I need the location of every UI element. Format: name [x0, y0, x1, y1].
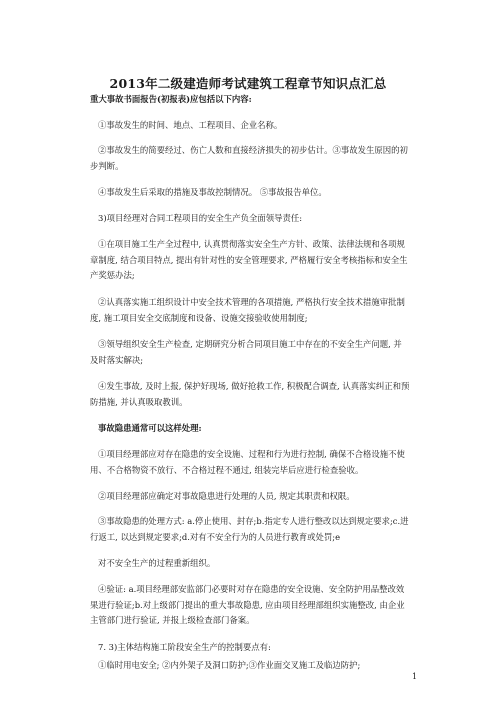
paragraph: ④验证: a.项目经理部安监部门必要时对存在隐患的安全设施、安全防护用品整改效果进行验证;b.对上级部门提出的重大事故隐患, 应由项目经理部组织实施整改, 由企业主管部门进行验证, 并报上级检查部门备案。 [90, 584, 405, 625]
paragraph: ①事故发生的时间、地点、工程项目、企业名称。 [98, 120, 283, 130]
paragraph: ②项目经理部应确定对事故隐患进行处理的人员, 规定其职责和权限。 [98, 491, 355, 501]
paragraph: 对不安全生产的过程重新组织。 [98, 558, 216, 568]
paragraph: ①项目经理部应对存在隐患的安全设施、过程和行为进行控制, 确保不合格设施不使用、不合格物资不放行、不合格过程不通过, 组装完毕后应进行检查验收。 [90, 449, 405, 475]
paragraph: 3)项目经理对合同工程项目的安全生产负全面领导责任: [98, 213, 303, 223]
paragraph: ①在项目施工生产全过程中, 认真贯彻落实安全生产方针、政策、法律法规和各项规章制度, 结合项目特点, 提出有针对性的安全管理要求, 严格履行安全考核指标和安全生产奖惩办法; [90, 239, 408, 280]
paragraph: ②认真落实施工组织设计中安全技术管理的各项措施, 严格执行安全技术措施审批制度, 施工项目安全交底制度和设备、设施交接验收使用制度; [90, 297, 405, 323]
paragraph: 7. 3)主体结构施工阶段安全生产的控制要点有: [98, 642, 271, 652]
section-heading-hazards: 事故隐患通常可以这样处理: [98, 423, 202, 433]
paragraph: ③事故隐患的处理方式: a.停止使用、封存;b.指定专人进行整改以达到规定要求;c.进行返工, 以达到规定要求;d.对有不安全行为的人员进行教育或处罚;e [90, 516, 409, 542]
paragraph: ②事故发生的简要经过、伤亡人数和直接经济损失的初步估计。③事故发生原因的初步判断。 [90, 145, 408, 171]
section-heading-report: 重大事故书面报告(初报表)应包括以下内容: [90, 94, 252, 104]
page-number: 1 [412, 672, 418, 681]
paragraph: ④发生事故, 及时上报, 保护好现场, 做好抢救工作, 积极配合调查, 认真落实纠正和预防措施, 并认真吸取教训。 [90, 381, 410, 407]
paragraph: ③领导组织安全生产检查, 定期研究分析合同项目施工中存在的不安全生产问题, 并及时落实解决; [90, 339, 402, 365]
paragraph: ④事故发生后采取的措施及事故控制情况。 ⑤事故报告单位。 [98, 187, 327, 197]
page-title: 2013年二级建造师考试建筑工程章节知识点汇总 [109, 76, 387, 91]
paragraph: ①临时用电安全; ②内外架子及洞口防护;③作业面交叉施工及临边防护; [98, 660, 361, 670]
